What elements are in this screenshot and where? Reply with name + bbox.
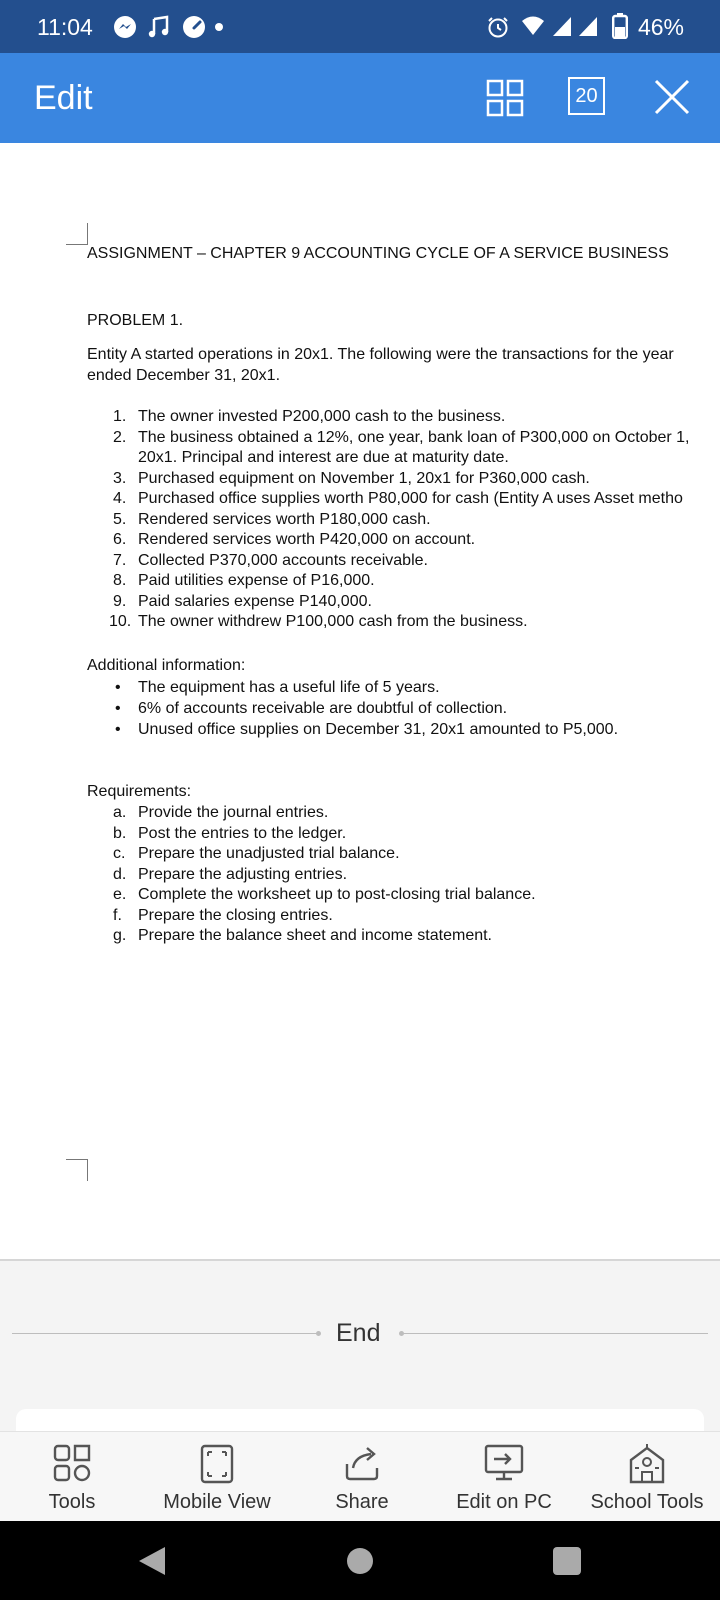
divider: [402, 1333, 708, 1334]
intro-line: Entity A started operations in 20x1. The following were the transactions for the year: [87, 346, 674, 363]
problem-intro: [87, 345, 720, 386]
school-icon: [629, 1444, 665, 1484]
wifi-icon: [521, 15, 545, 37]
list-item: 8. Paid utilities expense of P16,000.: [113, 572, 375, 589]
speed-icon: [182, 15, 206, 39]
list-item: 1. The owner invested P200,000 cash to the business.: [113, 408, 506, 425]
problem-title: PROBLEM 1.: [87, 312, 184, 329]
back-icon[interactable]: [137, 1545, 167, 1577]
requirements-label: Requirements:: [87, 783, 192, 800]
edit-on-pc-icon: [484, 1444, 524, 1482]
end-label: End: [336, 1319, 381, 1347]
list-item: f. Prepare the closing entries.: [113, 906, 333, 924]
mobile-view-label: Mobile View: [163, 1491, 271, 1513]
share-label: Share: [335, 1491, 389, 1513]
mobile-view-icon: [200, 1444, 234, 1484]
list-item: 7. Collected P370,000 accounts receivable.: [113, 551, 428, 569]
list-item: • Unused office supplies on December 31, 20x1 amounted to P5,000.: [115, 721, 619, 738]
end-marker: [12, 1316, 708, 1352]
list-item: 6. Rendered services worth P420,000 on account.: [113, 531, 476, 548]
list-item: g. Prepare the balance sheet and income statement.: [113, 927, 492, 944]
list-item: • 6% of accounts receivable are doubtful of collection.: [115, 700, 508, 717]
divider: [12, 1333, 318, 1334]
navigation-bar: [0, 1521, 720, 1600]
list-item: 9. Paid salaries expense P140,000.: [113, 592, 372, 610]
page-count-button[interactable]: 20: [568, 77, 605, 115]
transaction-list: [87, 407, 720, 633]
tools-icon: [53, 1444, 91, 1482]
alarm-icon: [486, 15, 510, 39]
list-item: a. Provide the journal entries.: [113, 804, 329, 821]
list-item: c. Prepare the unadjusted trial balance.: [113, 845, 400, 862]
edit-on-pc-label: Edit on PC: [456, 1491, 552, 1513]
list-item: 3. Purchased equipment on November 1, 20x1 for P360,000 cash.: [113, 469, 590, 487]
share-button[interactable]: [314, 1432, 410, 1522]
signal-icon: [552, 15, 572, 37]
document-heading: ASSIGNMENT – CHAPTER 9 ACCOUNTING CYCLE OF A SERVICE BUSINESS: [87, 245, 669, 262]
mobile-view-button[interactable]: [152, 1432, 282, 1522]
divider-dot: [316, 1331, 321, 1336]
list-item: 2. The business obtained a 12%, one year, bank loan of P300,000 on October 1, 20x1. Principal and interest are due at maturity date.: [113, 428, 690, 466]
tools-button[interactable]: [22, 1432, 122, 1522]
crop-mark-top: [66, 223, 88, 245]
music-icon: [148, 15, 170, 39]
list-item: 10. The owner withdrew P100,000 cash from the business.: [109, 613, 528, 630]
status-time: 11:04: [37, 14, 93, 40]
battery-icon: [612, 13, 628, 39]
bottom-toolbar: [0, 1431, 720, 1521]
intro-line: ended December 31, 20x1.: [87, 366, 281, 384]
dot-icon: [214, 22, 224, 32]
list-item: 4. Purchased office supplies worth P80,000 for cash (Entity A uses Asset metho: [113, 490, 683, 507]
status-bar: [0, 0, 720, 53]
app-bar: [0, 53, 720, 143]
school-tools-button[interactable]: [582, 1432, 712, 1522]
edit-on-pc-button[interactable]: [446, 1432, 562, 1522]
battery-percent: 46%: [637, 14, 684, 40]
document-page[interactable]: [0, 143, 720, 1261]
list-item: e. Complete the worksheet up to post-closing trial balance.: [113, 886, 536, 903]
additional-info-label: Additional information:: [87, 657, 246, 674]
share-icon: [343, 1444, 381, 1482]
additional-info-list: [87, 677, 618, 740]
list-item: b. Post the entries to the ledger.: [113, 824, 347, 842]
home-icon[interactable]: [346, 1547, 374, 1575]
list-item: 5. Rendered services worth P180,000 cash.: [113, 510, 431, 528]
school-tools-label: School Tools: [590, 1491, 704, 1513]
grid-view-icon[interactable]: [486, 79, 524, 117]
recents-icon[interactable]: [552, 1547, 582, 1575]
list-item: d. Prepare the adjusting entries.: [113, 865, 348, 883]
page-title: Edit: [34, 79, 93, 117]
signal-icon: [578, 15, 598, 37]
list-item: • The equipment has a useful life of 5 years.: [115, 679, 440, 696]
tools-label: Tools: [48, 1491, 96, 1513]
messenger-icon: [113, 15, 137, 39]
crop-mark-bottom: [66, 1159, 88, 1181]
requirements-list: [87, 803, 536, 947]
close-icon[interactable]: [652, 77, 692, 117]
